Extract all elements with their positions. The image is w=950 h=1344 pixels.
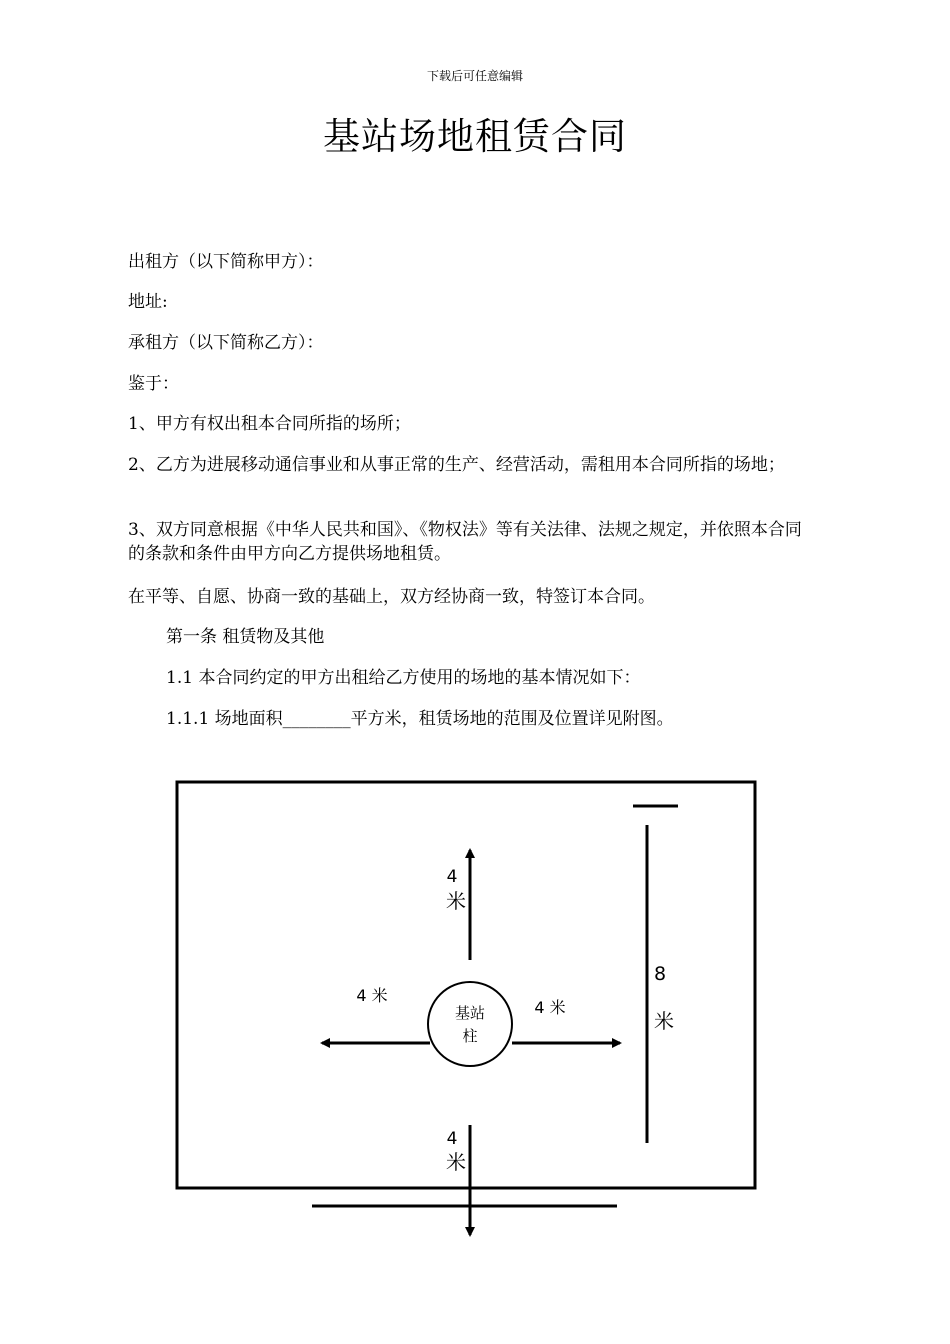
right-distance-label: 4 米 — [534, 998, 566, 1017]
recital-1: 1、甲方有权出租本合同所指的场所； — [128, 414, 411, 434]
whereas-line: 鉴于： — [128, 374, 179, 394]
article-1-heading: 第一条 租赁物及其他 — [166, 627, 325, 647]
site-layout-diagram — [0, 760, 950, 1250]
document-title: 基站场地租赁合同 — [323, 115, 627, 158]
left-distance-label: 4 米 — [356, 986, 388, 1005]
base-station-pole — [428, 982, 512, 1066]
pole-label-line1: 基站 — [454, 1004, 486, 1022]
pole-label-line2: 柱 — [462, 1027, 478, 1045]
address-line: 地址: — [128, 292, 168, 312]
header-note: 下载后可任意编辑 — [426, 69, 523, 83]
clause-1-1: 1.1 本合同约定的甲方出租给乙方使用的场地的基本情况如下： — [166, 668, 641, 688]
side-distance-num: 8 — [653, 963, 667, 985]
party-b-line: 承租方（以下简称乙方）： — [128, 333, 324, 353]
party-a-line: 出租方（以下简称甲方）： — [128, 252, 324, 272]
bottom-distance-unit: 米 — [446, 1150, 466, 1174]
clause-1-1-1: 1.1.1 场地面积________平方米，租赁场地的范围及位置详见附图。 — [166, 709, 674, 729]
top-distance-num: 4 — [446, 867, 458, 887]
side-distance-unit: 米 — [654, 1009, 674, 1033]
top-distance-unit: 米 — [446, 889, 466, 913]
bottom-distance-num: 4 — [446, 1129, 458, 1149]
recital-2: 2、乙方为进展移动通信事业和从事正常的生产、经营活动，需租用本合同所指的场地； — [128, 455, 785, 475]
agreement-basis: 在平等、自愿、协商一致的基础上，双方经协商一致，特签订本合同。 — [128, 587, 655, 607]
recital-3: 3、双方同意根据《中华人民共和国》、《物权法》等有关法律、法规之规定，并依照本合同的条款和条件由甲方向乙方提供场地租赁。 — [128, 520, 802, 564]
